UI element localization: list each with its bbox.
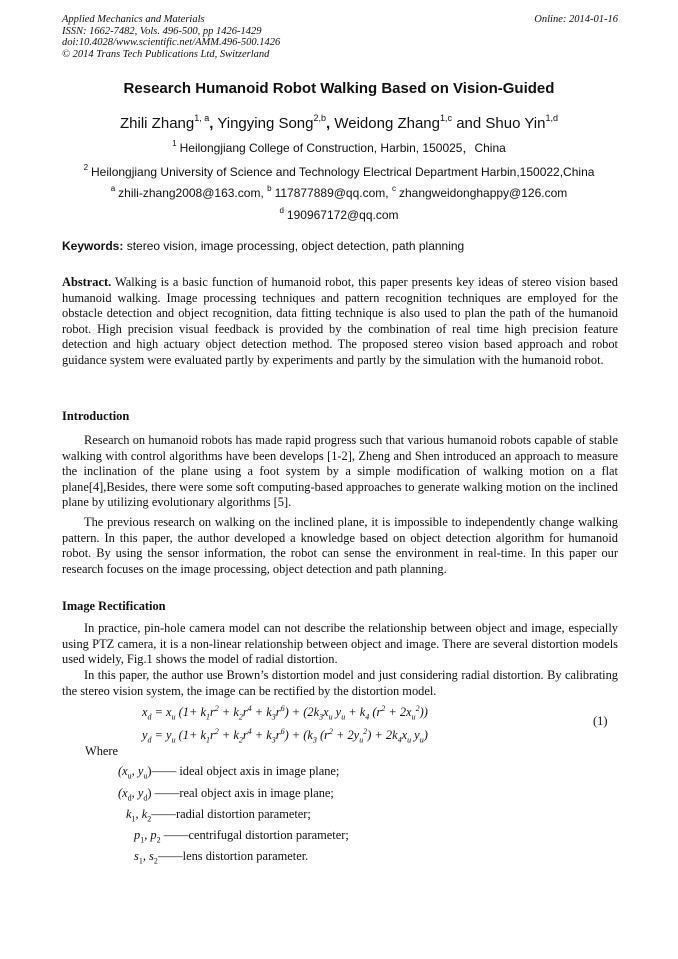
email-address: zhili-zhang2008@163.com, — [118, 186, 264, 200]
copyright-line: © 2014 Trans Tech Publications Ltd, Switzerland — [62, 48, 270, 60]
affil-sup: 1 — [172, 139, 177, 148]
where-label: Where — [85, 744, 119, 758]
affiliation-1 — [0, 139, 678, 156]
def-symbol: ) — [147, 786, 152, 800]
definition-row — [134, 828, 349, 844]
doi-line: doi:10.4028/www.scientific.net/AMM.496-500.1426 — [62, 37, 281, 48]
def-sub: u — [127, 771, 132, 781]
email-line-1 — [0, 184, 678, 200]
section-heading-rectification: Image Rectification — [62, 599, 166, 613]
def-text: lens distortion parameter. — [182, 849, 309, 863]
def-symbol: s — [134, 849, 139, 863]
def-sub: 1 — [138, 856, 143, 866]
issn-line: ISSN: 1662-7482, Vols. 496-500, pp 1426-1429 — [62, 25, 262, 37]
online-date: Online: 2014-01-16 — [534, 14, 618, 25]
author-list — [0, 113, 678, 132]
affil-text: Heilongjiang University of Science and Technology Electrical Department Harbin,150022,China — [91, 165, 595, 179]
author-affil-sup: 1,d — [545, 113, 558, 123]
email-address: 117877889@qq.com, — [274, 186, 389, 200]
def-sub: 2 — [147, 814, 152, 824]
author-name: Weidong Zhang — [334, 115, 440, 132]
section-heading-introduction: Introduction — [62, 409, 130, 423]
author-name: Zhili Zhang — [120, 115, 195, 132]
author-name: Shuo Yin — [485, 115, 546, 132]
intro-paragraph-2: The previous research on walking on the inclined plane, it is impossible to independently change walking pattern. In this paper, the author developed a knowledge based on object detection algorithm for humanoid robot. By using the sensor information, the robot can sense the environment in real-time. In this paper our research focuses on the image processing, object detection and path planning. — [62, 515, 618, 576]
abstract-text: Walking is a basic function of humanoid robot, this paper presents key ideas of stereo vision based humanoid walking. Image processing techniques and pattern recognition techniques are employed for the obstacle detection and object recognition, data fitting technique is also used to plan the path of the humanoid robot. High precision visual feedback is provided by the combination of real time high precision feature detection and high actuary object detection method. The proposed stereo vision based approach and robot guidance system were evaluated partly by experiments and partly by the simulation with the humanoid robot. — [62, 275, 618, 367]
email-address: 190967172@qq.com — [286, 208, 399, 222]
keywords-text: stereo vision, image processing, object detection, path planning — [123, 239, 465, 253]
email-address: zhangweidonghappy@126.com — [398, 186, 568, 200]
keywords-label: Keywords: — [62, 239, 124, 253]
journal-name: Applied Mechanics and Materials — [62, 14, 205, 25]
def-symbol: (x — [118, 786, 128, 800]
def-text: real object axis in image plane; — [179, 786, 334, 800]
def-sub: d — [127, 793, 132, 803]
publication-header — [62, 14, 618, 60]
def-symbol: k — [126, 807, 132, 821]
def-dash: —— — [151, 764, 177, 778]
email-sup: a — [110, 184, 116, 193]
def-text: radial distortion parameter; — [175, 807, 311, 821]
def-symbol: , s — [142, 849, 154, 863]
def-sub: 2 — [153, 856, 158, 866]
author-separator: , — [326, 115, 331, 132]
author-separator: , — [209, 115, 214, 132]
author-affil-sup: 1, a — [194, 113, 210, 123]
email-sup: c — [391, 184, 396, 193]
equation-number: (1) — [593, 714, 608, 728]
rectification-paragraph-2: In this paper, the author use Brown’s distortion model and just considering radial distortion. By calibrating the stereo vision system, the image can be rectified by the distortion model. — [62, 668, 618, 698]
definition-row — [118, 764, 339, 780]
def-sub: u — [143, 771, 148, 781]
email-sup: d — [279, 206, 284, 215]
def-text: ideal object axis in image plane; — [176, 764, 340, 778]
def-sub: d — [143, 793, 148, 803]
def-symbol: , y — [131, 764, 144, 778]
author-affil-sup: 1,c — [440, 113, 453, 123]
def-symbol: , y — [131, 786, 144, 800]
def-sub: 2 — [156, 835, 161, 845]
keywords — [62, 239, 464, 253]
def-symbol: ) — [147, 764, 152, 778]
definition-row — [118, 786, 334, 802]
author-affil-sup: 2,b — [313, 113, 327, 123]
def-dash: —— — [151, 807, 176, 821]
def-symbol: p — [134, 828, 141, 842]
email-line-2 — [0, 206, 678, 222]
def-sub: 1 — [131, 814, 136, 824]
def-dash: —— — [151, 786, 180, 800]
abstract — [62, 275, 618, 369]
email-sup: b — [267, 184, 272, 193]
definition-row — [134, 849, 308, 865]
equation-line-x: $x_d = x_u$ $(1+ k_1r^2 + k_2r^4 + k_3r^6) + (2k_3x_u$ $y_u + k_4$ $(r^2 + 2x_u^2)$) — [142, 704, 428, 722]
affil-sup: 2 — [83, 163, 89, 172]
definition-row — [126, 807, 311, 823]
affiliation-2 — [0, 163, 678, 179]
def-dash: —— — [157, 849, 183, 863]
def-symbol: (x — [118, 764, 128, 778]
def-sub: 1 — [140, 835, 145, 845]
paper-title: Research Humanoid Robot Walking Based on Vision-Guided — [123, 80, 555, 97]
intro-paragraph-1: Research on humanoid robots has made rapid progress such that various humanoid robots capable of stable walking with control algorithms have been develops [1-2], Zheng and Shen introduced an approach to measure the inclination of the plane using a foot system by a simple modification of walking motion on a flat plane[4],Besides, there were some soft computing-based approaches to generate walking motion on the inclined plane by utilizing evolutionary algorithms [5]. — [62, 433, 618, 510]
equation-line-y: $y_d = y_u$ $(1+ k_1r^2 + k_2r^4 + k_3r^6) + (k_3$ $(r^2 + 2y_u^2) + 2k_4x_u$ $y_u$) — [142, 727, 428, 745]
abstract-label: Abstract. — [62, 275, 112, 289]
def-symbol: , k — [135, 807, 148, 821]
rectification-paragraph-1: In practice, pin-hole camera model can not describe the relationship between object and image, especially using PTZ camera, it is a non-linear relationship between object and image. There are several distortion models used widely, Fig.1 shows the model of radial distortion. — [62, 621, 618, 667]
def-symbol: , p — [144, 828, 157, 842]
def-dash: —— — [160, 828, 189, 842]
def-text: centrifugal distortion parameter; — [188, 828, 349, 842]
author-and: and — [456, 115, 482, 132]
author-name: Yingying Song — [217, 115, 314, 132]
affil-text: Heilongjiang College of Construction, Harbin, 150025，China — [179, 141, 506, 155]
